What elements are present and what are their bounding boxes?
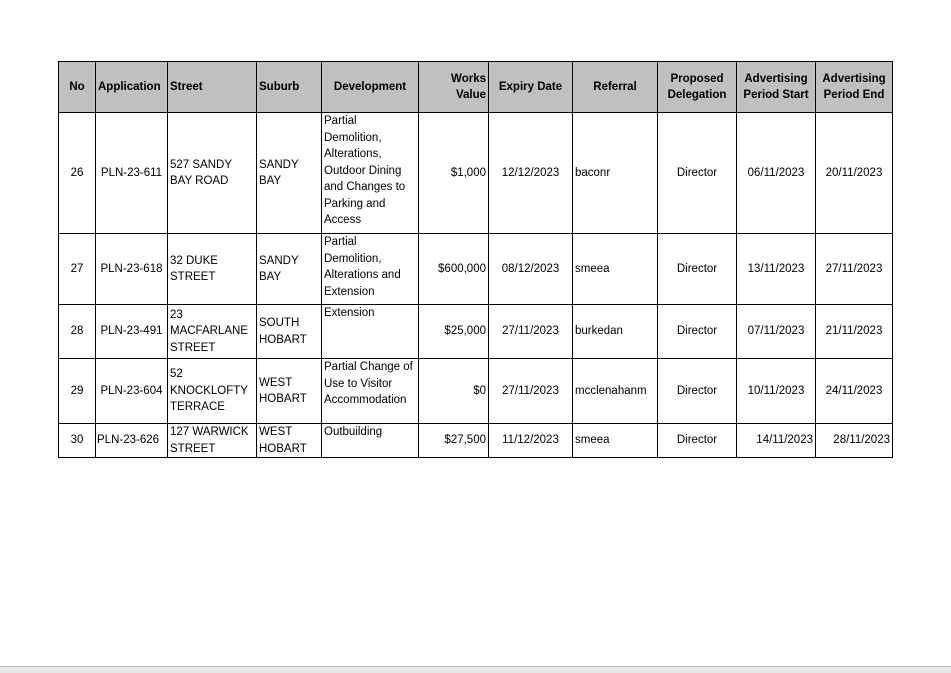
cell-advertising-period-start: 13/11/2023	[737, 234, 816, 305]
cell-advertising-period-end: 27/11/2023	[816, 234, 893, 305]
cell-proposed-delegation: Director	[658, 305, 737, 359]
cell-no: 26	[59, 113, 96, 234]
header-works-value: Works Value	[419, 62, 489, 113]
table-row	[59, 305, 893, 359]
cell-works-value: $25,000	[419, 305, 489, 359]
cell-application: PLN-23-604	[96, 359, 168, 424]
header-expiry-date: Expiry Date	[489, 62, 573, 113]
cell-street: 32 DUKE STREET	[168, 234, 257, 305]
header-street: Street	[168, 62, 257, 113]
header-no: No	[59, 62, 96, 113]
cell-works-value: $27,500	[419, 424, 489, 458]
cell-suburb: SOUTH HOBART	[257, 305, 322, 359]
cell-street: 23 MACFARLANE STREET	[168, 305, 257, 359]
cell-referral: burkedan	[573, 305, 658, 359]
cell-suburb: WEST HOBART	[257, 359, 322, 424]
cell-street: 52 KNOCKLOFTY TERRACE	[168, 359, 257, 424]
table-header	[59, 62, 893, 113]
cell-advertising-period-end: 28/11/2023	[816, 424, 893, 458]
cell-referral: smeea	[573, 234, 658, 305]
cell-referral: smeea	[573, 424, 658, 458]
table-row	[59, 424, 893, 458]
cell-expiry-date: 11/12/2023	[489, 424, 573, 458]
cell-referral: baconr	[573, 113, 658, 234]
cell-proposed-delegation: Director	[658, 113, 737, 234]
cell-development: Extension	[322, 305, 419, 359]
cell-expiry-date: 08/12/2023	[489, 234, 573, 305]
cell-referral: mcclenahanm	[573, 359, 658, 424]
cell-no: 27	[59, 234, 96, 305]
cell-advertising-period-start: 07/11/2023	[737, 305, 816, 359]
cell-application: PLN-23-491	[96, 305, 168, 359]
cell-suburb: SANDY BAY	[257, 113, 322, 234]
cell-development: Partial Change of Use to Visitor Accommodation	[322, 359, 419, 424]
header-referral: Referral	[573, 62, 658, 113]
cell-no: 30	[59, 424, 96, 458]
cell-development: Partial Demolition, Alterations, Outdoor Dining and Changes to Parking and Access	[322, 113, 419, 234]
cell-expiry-date: 12/12/2023	[489, 113, 573, 234]
cell-proposed-delegation: Director	[658, 424, 737, 458]
cell-expiry-date: 27/11/2023	[489, 359, 573, 424]
cell-advertising-period-start: 14/11/2023	[737, 424, 816, 458]
cell-no: 29	[59, 359, 96, 424]
cell-street: 127 WARWICK STREET	[168, 424, 257, 458]
cell-works-value: $600,000	[419, 234, 489, 305]
cell-works-value: $0	[419, 359, 489, 424]
table-row	[59, 359, 893, 424]
cell-advertising-period-start: 06/11/2023	[737, 113, 816, 234]
header-advertising-period-start: Advertising Period Start	[737, 62, 816, 113]
cell-proposed-delegation: Director	[658, 359, 737, 424]
cell-street: 527 SANDY BAY ROAD	[168, 113, 257, 234]
cell-advertising-period-end: 24/11/2023	[816, 359, 893, 424]
header-proposed-delegation: Proposed Delegation	[658, 62, 737, 113]
cell-development: Partial Demolition, Alterations and Extension	[322, 234, 419, 305]
cell-no: 28	[59, 305, 96, 359]
header-suburb: Suburb	[257, 62, 322, 113]
cell-suburb: SANDY BAY	[257, 234, 322, 305]
cell-application: PLN-23-618	[96, 234, 168, 305]
cell-proposed-delegation: Director	[658, 234, 737, 305]
cell-works-value: $1,000	[419, 113, 489, 234]
cell-application: PLN-23-626	[96, 424, 168, 458]
table-row	[59, 234, 893, 305]
table-body	[59, 113, 893, 458]
cell-advertising-period-end: 21/11/2023	[816, 305, 893, 359]
header-advertising-period-end: Advertising Period End	[816, 62, 893, 113]
header-row	[59, 62, 893, 113]
cell-suburb: WEST HOBART	[257, 424, 322, 458]
cell-application: PLN-23-611	[96, 113, 168, 234]
cell-advertising-period-end: 20/11/2023	[816, 113, 893, 234]
table-row	[59, 113, 893, 234]
header-development: Development	[322, 62, 419, 113]
cell-development: Outbuilding	[322, 424, 419, 458]
cell-expiry-date: 27/11/2023	[489, 305, 573, 359]
header-application: Application	[96, 62, 168, 113]
cell-advertising-period-start: 10/11/2023	[737, 359, 816, 424]
applications-table	[58, 61, 893, 458]
